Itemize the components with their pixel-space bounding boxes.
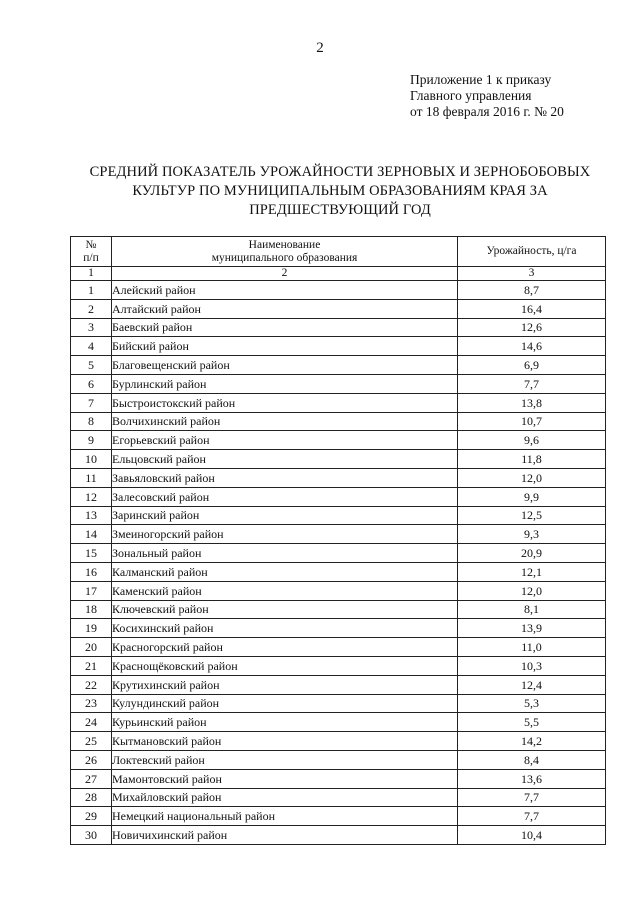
yield-value-cell: 12,5 <box>458 506 606 525</box>
row-number-cell: 28 <box>71 788 112 807</box>
yield-value-cell: 12,0 <box>458 468 606 487</box>
yield-value-cell: 20,9 <box>458 544 606 563</box>
row-number-cell: 19 <box>71 619 112 638</box>
row-number-cell: 5 <box>71 356 112 375</box>
yield-value-cell: 9,9 <box>458 487 606 506</box>
table-row <box>71 506 606 525</box>
yield-value-cell: 11,8 <box>458 450 606 469</box>
table-row <box>71 750 606 769</box>
table-row <box>71 769 606 788</box>
row-number-cell: 25 <box>71 732 112 751</box>
district-name-cell: Курьинский район <box>112 713 458 732</box>
district-name-cell: Ельцовский район <box>112 450 458 469</box>
table-row <box>71 468 606 487</box>
table-row <box>71 619 606 638</box>
yield-value-cell: 13,8 <box>458 393 606 412</box>
yield-value-cell: 5,3 <box>458 694 606 713</box>
row-number-cell: 26 <box>71 750 112 769</box>
table-row <box>71 487 606 506</box>
table-row <box>71 318 606 337</box>
table-header-row <box>71 237 606 267</box>
district-name-cell: Калманский район <box>112 562 458 581</box>
district-name-cell: Краснощёковский район <box>112 656 458 675</box>
yield-table <box>70 236 606 845</box>
district-name-cell: Кулундинский район <box>112 694 458 713</box>
document-title <box>40 163 640 220</box>
district-name-cell: Зональный район <box>112 544 458 563</box>
title-line-3: ПРЕДШЕСТВУЮЩИЙ ГОД <box>249 202 431 218</box>
yield-value-cell: 10,3 <box>458 656 606 675</box>
row-number-cell: 8 <box>71 412 112 431</box>
district-name-cell: Благовещенский район <box>112 356 458 375</box>
district-name-cell: Бурлинский район <box>112 374 458 393</box>
table-row <box>71 600 606 619</box>
district-name-cell: Алейский район <box>112 281 458 300</box>
row-number-cell: 4 <box>71 337 112 356</box>
yield-value-cell: 8,7 <box>458 281 606 300</box>
district-name-cell: Волчихинский район <box>112 412 458 431</box>
appendix-line-1: Приложение 1 к приказу <box>410 72 552 87</box>
table-row <box>71 393 606 412</box>
row-number-cell: 3 <box>71 318 112 337</box>
row-number-cell: 2 <box>71 299 112 318</box>
row-number-cell: 29 <box>71 807 112 826</box>
row-number-cell: 18 <box>71 600 112 619</box>
yield-value-cell: 12,4 <box>458 675 606 694</box>
yield-value-cell: 7,7 <box>458 788 606 807</box>
row-number-cell: 12 <box>71 487 112 506</box>
title-line-1: СРЕДНИЙ ПОКАЗАТЕЛЬ УРОЖАЙНОСТИ ЗЕРНОВЫХ И ЗЕРНОБОБОВЫХ <box>89 164 591 180</box>
table-row <box>71 356 606 375</box>
header-name-line-1: Наименование <box>248 238 321 251</box>
header-yield: Урожайность, ц/га <box>458 237 606 267</box>
district-name-cell: Косихинский район <box>112 619 458 638</box>
row-number-cell: 13 <box>71 506 112 525</box>
row-number-cell: 16 <box>71 562 112 581</box>
table-row <box>71 450 606 469</box>
column-index-3: 3 <box>458 267 606 281</box>
yield-value-cell: 7,7 <box>458 807 606 826</box>
header-name <box>112 237 458 267</box>
district-name-cell: Алтайский район <box>112 299 458 318</box>
yield-value-cell: 16,4 <box>458 299 606 318</box>
table-row <box>71 826 606 845</box>
table-row <box>71 713 606 732</box>
row-number-cell: 21 <box>71 656 112 675</box>
district-name-cell: Егорьевский район <box>112 431 458 450</box>
row-number-cell: 1 <box>71 281 112 300</box>
district-name-cell: Каменский район <box>112 581 458 600</box>
row-number-cell: 17 <box>71 581 112 600</box>
yield-value-cell: 12,0 <box>458 581 606 600</box>
header-number <box>71 237 112 267</box>
page-number: 2 <box>316 40 324 56</box>
row-number-cell: 24 <box>71 713 112 732</box>
district-name-cell: Быстроистокский район <box>112 393 458 412</box>
table-row <box>71 581 606 600</box>
district-name-cell: Крутихинский район <box>112 675 458 694</box>
table-row <box>71 281 606 300</box>
yield-value-cell: 14,6 <box>458 337 606 356</box>
row-number-cell: 22 <box>71 675 112 694</box>
table-row <box>71 656 606 675</box>
table-row <box>71 525 606 544</box>
table-body <box>71 281 606 845</box>
appendix-line-3: от 18 февраля 2016 г. № 20 <box>410 104 564 119</box>
yield-value-cell: 9,6 <box>458 431 606 450</box>
yield-value-cell: 7,7 <box>458 374 606 393</box>
yield-value-cell: 10,4 <box>458 826 606 845</box>
district-name-cell: Михайловский район <box>112 788 458 807</box>
yield-value-cell: 12,1 <box>458 562 606 581</box>
table-row <box>71 374 606 393</box>
table-row <box>71 638 606 657</box>
yield-value-cell: 6,9 <box>458 356 606 375</box>
table-row <box>71 431 606 450</box>
table-row <box>71 544 606 563</box>
row-number-cell: 11 <box>71 468 112 487</box>
column-index-1: 1 <box>71 267 112 281</box>
table-row <box>71 732 606 751</box>
table-row <box>71 337 606 356</box>
header-number-line-1: № <box>85 238 97 251</box>
yield-value-cell: 13,6 <box>458 769 606 788</box>
yield-value-cell: 11,0 <box>458 638 606 657</box>
district-name-cell: Красногорский район <box>112 638 458 657</box>
yield-value-cell: 10,7 <box>458 412 606 431</box>
district-name-cell: Змеиногорский район <box>112 525 458 544</box>
table-row <box>71 788 606 807</box>
district-name-cell: Бийский район <box>112 337 458 356</box>
district-name-cell: Баевский район <box>112 318 458 337</box>
yield-value-cell: 9,3 <box>458 525 606 544</box>
district-name-cell: Немецкий национальный район <box>112 807 458 826</box>
row-number-cell: 27 <box>71 769 112 788</box>
row-number-cell: 6 <box>71 374 112 393</box>
yield-value-cell: 12,6 <box>458 318 606 337</box>
table-row <box>71 807 606 826</box>
row-number-cell: 7 <box>71 393 112 412</box>
district-name-cell: Залесовский район <box>112 487 458 506</box>
table-row <box>71 562 606 581</box>
district-name-cell: Новичихинский район <box>112 826 458 845</box>
appendix-line-2: Главного управления <box>410 88 532 103</box>
row-number-cell: 10 <box>71 450 112 469</box>
district-name-cell: Заринский район <box>112 506 458 525</box>
column-index-row <box>71 267 606 281</box>
yield-value-cell: 14,2 <box>458 732 606 751</box>
row-number-cell: 14 <box>71 525 112 544</box>
row-number-cell: 30 <box>71 826 112 845</box>
title-line-2: КУЛЬТУР ПО МУНИЦИПАЛЬНЫМ ОБРАЗОВАНИЯМ КРАЯ ЗА <box>132 183 548 199</box>
yield-value-cell: 8,1 <box>458 600 606 619</box>
header-name-line-2: муниципального образования <box>211 251 358 264</box>
row-number-cell: 23 <box>71 694 112 713</box>
row-number-cell: 20 <box>71 638 112 657</box>
row-number-cell: 15 <box>71 544 112 563</box>
yield-value-cell: 13,9 <box>458 619 606 638</box>
district-name-cell: Локтевский район <box>112 750 458 769</box>
district-name-cell: Завьяловский район <box>112 468 458 487</box>
yield-value-cell: 5,5 <box>458 713 606 732</box>
district-name-cell: Ключевский район <box>112 600 458 619</box>
appendix-reference <box>410 72 564 120</box>
column-index-2: 2 <box>112 267 458 281</box>
table-row <box>71 412 606 431</box>
table-row <box>71 694 606 713</box>
row-number-cell: 9 <box>71 431 112 450</box>
district-name-cell: Мамонтовский район <box>112 769 458 788</box>
table-row <box>71 675 606 694</box>
yield-value-cell: 8,4 <box>458 750 606 769</box>
table-row <box>71 299 606 318</box>
header-number-line-2: п/п <box>83 251 99 264</box>
district-name-cell: Кытмановский район <box>112 732 458 751</box>
